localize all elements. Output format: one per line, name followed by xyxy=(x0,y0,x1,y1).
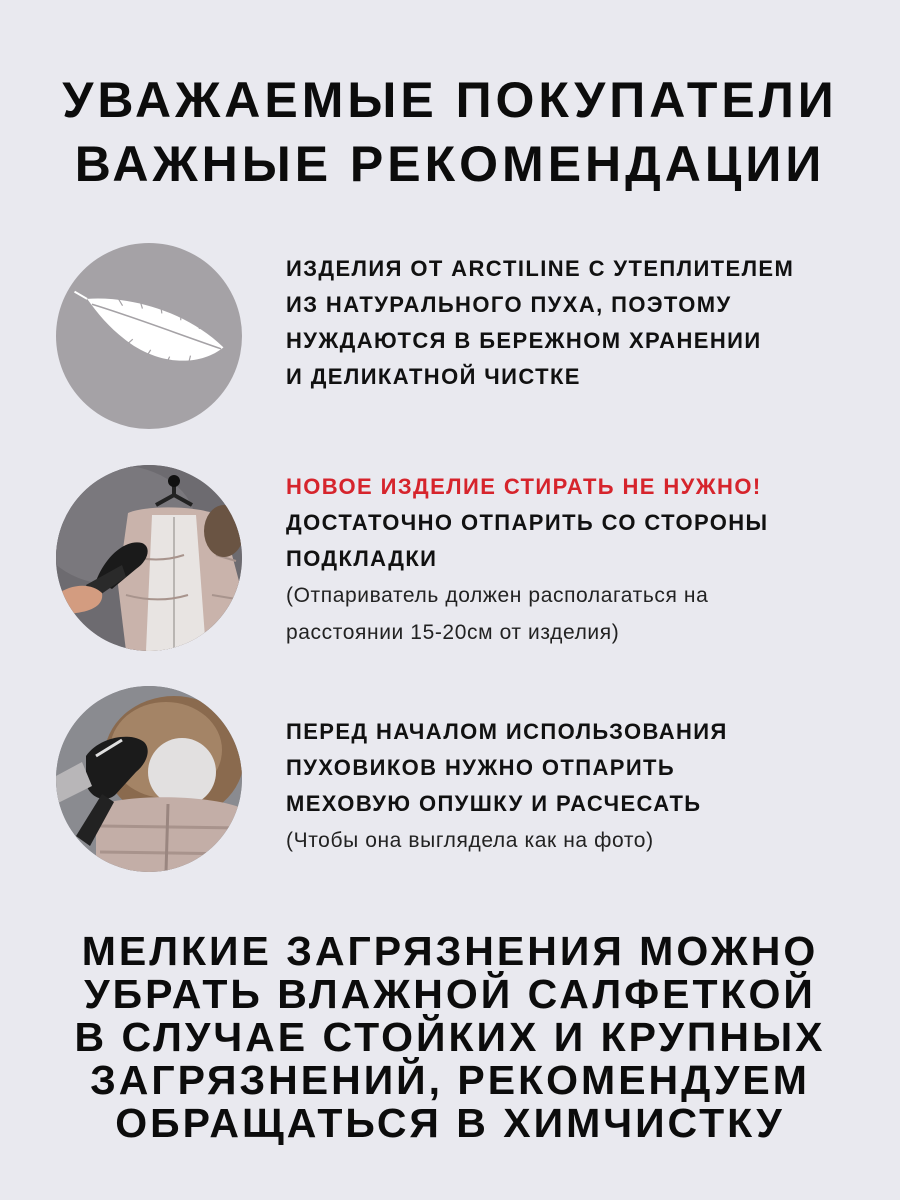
footer-line: МЕЛКИЕ ЗАГРЯЗНЕНИЯ МОЖНО xyxy=(81,928,819,974)
fur-hood-photo xyxy=(56,686,242,872)
feather-icon xyxy=(56,243,242,429)
footer-note xyxy=(0,930,900,1145)
text-line: ПЕРЕД НАЧАЛОМ ИСПОЛЬЗОВАНИЯ xyxy=(286,719,728,744)
title-line-2: ВАЖНЫЕ РЕКОМЕНДАЦИИ xyxy=(74,136,826,192)
warning-text: НОВОЕ ИЗДЕЛИЕ СТИРАТЬ НЕ НУЖНО! xyxy=(286,474,762,499)
item-3-text xyxy=(286,714,886,859)
text-line: МЕХОВУЮ ОПУШКУ И РАСЧЕСАТЬ xyxy=(286,791,702,816)
recommendation-fur xyxy=(0,686,900,876)
item-2-text xyxy=(286,469,886,651)
note-line: расстоянии 15-20см от изделия) xyxy=(286,621,620,644)
text-line: НУЖДАЮТСЯ В БЕРЕЖНОМ ХРАНЕНИИ xyxy=(286,328,762,353)
footer-line: ОБРАЩАТЬСЯ В ХИМЧИСТКУ xyxy=(115,1100,785,1146)
recommendation-steam xyxy=(0,465,900,655)
recommendation-down-care xyxy=(0,243,900,433)
text-line: И ДЕЛИКАТНОЙ ЧИСТКЕ xyxy=(286,364,581,389)
item-1-text xyxy=(286,251,886,395)
footer-line: ЗАГРЯЗНЕНИЙ, РЕКОМЕНДУЕМ xyxy=(90,1057,810,1103)
text-line: ДОСТАТОЧНО ОТПАРИТЬ СО СТОРОНЫ xyxy=(286,510,769,535)
page-title xyxy=(0,68,900,196)
footer-line: В СЛУЧАЕ СТОЙКИХ И КРУПНЫХ xyxy=(74,1014,826,1060)
text-line: ПУХОВИКОВ НУЖНО ОТПАРИТЬ xyxy=(286,755,676,780)
text-line: ИЗ НАТУРАЛЬНОГО ПУХА, ПОЭТОМУ xyxy=(286,292,732,317)
note-line: (Чтобы она выглядела как на фото) xyxy=(286,829,654,852)
steamer-jacket-photo xyxy=(56,465,242,651)
footer-line: УБРАТЬ ВЛАЖНОЙ САЛФЕТКОЙ xyxy=(84,971,816,1017)
title-line-1: УВАЖАЕМЫЕ ПОКУПАТЕЛИ xyxy=(62,72,838,128)
note-line: (Отпариватель должен располагаться на xyxy=(286,584,709,607)
text-line: ПОДКЛАДКИ xyxy=(286,546,438,571)
text-line: ИЗДЕЛИЯ ОТ ARCTILINE С УТЕПЛИТЕЛЕМ xyxy=(286,256,795,281)
